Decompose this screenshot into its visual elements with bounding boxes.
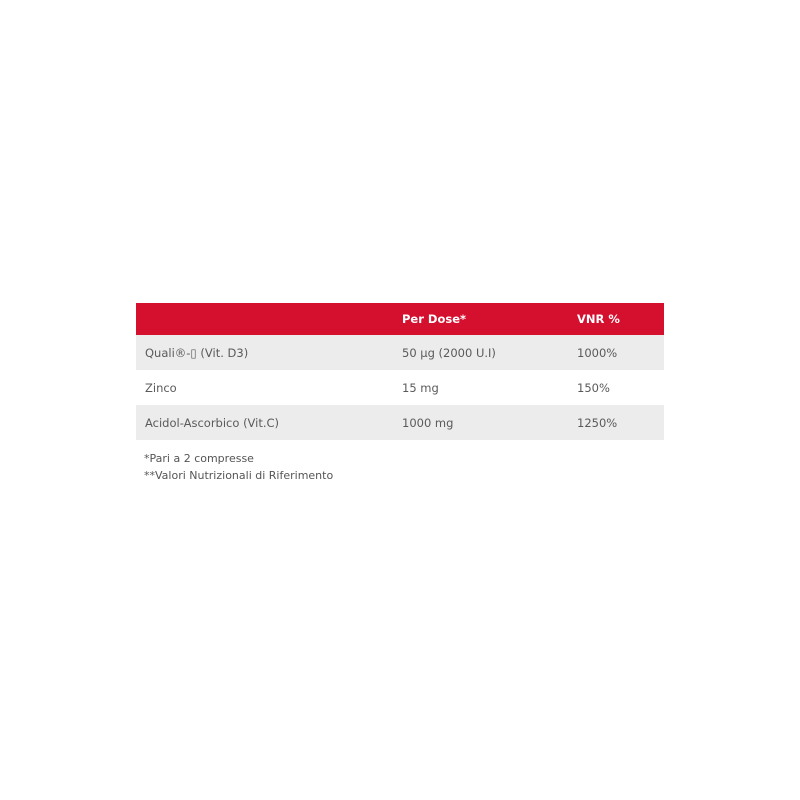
header-vnr: VNR % xyxy=(568,303,664,335)
header-per-dose: Per Dose* xyxy=(393,303,568,335)
header-row xyxy=(136,303,664,335)
ingredient-cell: Acidol-Ascorbico (Vit.C) xyxy=(136,405,393,440)
per-dose-cell: 15 mg xyxy=(393,370,568,405)
table-row xyxy=(136,370,664,405)
per-dose-cell: 50 µg (2000 U.I) xyxy=(393,335,568,370)
table-body xyxy=(136,335,664,440)
table-row xyxy=(136,405,664,440)
header-ingredient xyxy=(136,303,393,335)
vnr-cell: 1250% xyxy=(568,405,664,440)
footnote-dose: *Pari a 2 compresse xyxy=(144,452,254,465)
ingredient-cell: Quali®-▯ (Vit. D3) xyxy=(136,335,393,370)
nutrition-panel xyxy=(136,303,664,484)
table-row xyxy=(136,335,664,370)
per-dose-cell: 1000 mg xyxy=(393,405,568,440)
ingredient-cell: Zinco xyxy=(136,370,393,405)
table-header xyxy=(136,303,664,335)
footnote-vnr: **Valori Nutrizionali di Riferimento xyxy=(144,469,334,482)
nutrition-table xyxy=(136,303,664,440)
vnr-cell: 1000% xyxy=(568,335,664,370)
footnotes xyxy=(136,450,664,484)
vnr-cell: 150% xyxy=(568,370,664,405)
